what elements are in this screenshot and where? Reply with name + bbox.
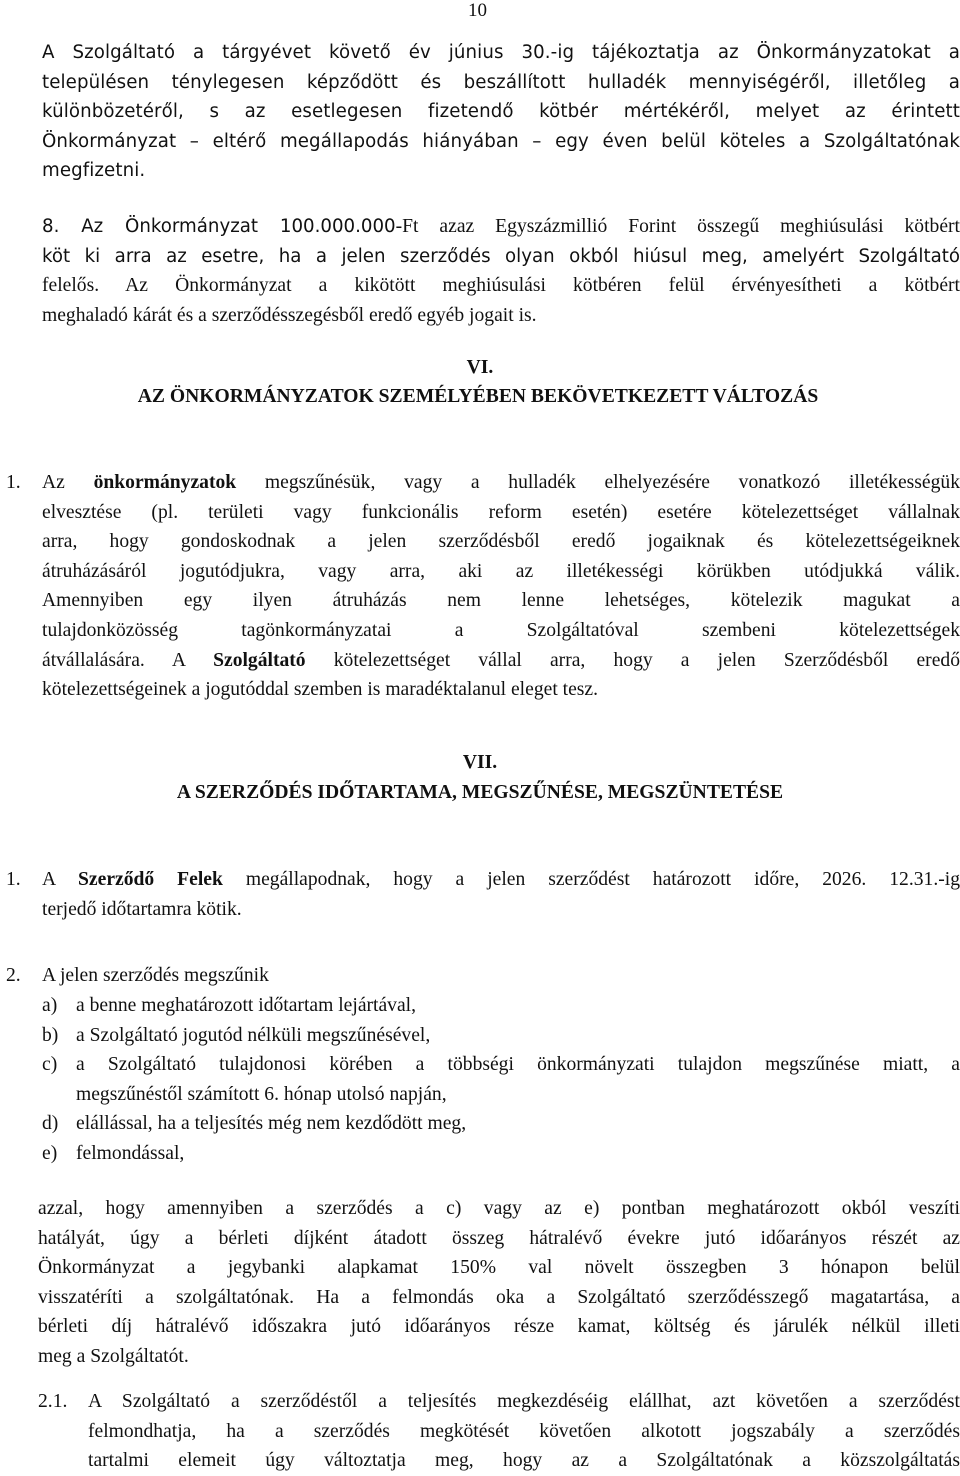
closing-line: meg a Szolgáltatót. bbox=[38, 1345, 189, 1367]
closing-line: hatályát, úgy a bérleti díjként átadott összeg hátralévő évekre jutó időarányos részét az bbox=[38, 1227, 960, 1249]
subitem-label-c: c) bbox=[42, 1054, 58, 1075]
intro-line: A Szolgáltató a tárgyévet követő év június 30.-ig tájékoztatja az Önkormányzatokat a bbox=[42, 42, 960, 63]
closing-line: azzal, hogy amennyiben a szerződés a c) vagy az e) pontban meghatározott okból veszíti bbox=[38, 1198, 960, 1219]
closing-line: Önkormányzat a jegybanki alapkamat 150% val növelt összegben 3 hónapon belül bbox=[38, 1257, 960, 1279]
bold-term: Szolgáltató bbox=[213, 649, 306, 671]
section-7-title: A SZERZŐDÉS IDŐTARTAMA, MEGSZŰNÉSE, MEGSZÜNTETÉSE bbox=[176, 782, 784, 803]
point-8-line bbox=[42, 212, 960, 242]
section-6-item-1-line: tulajdonközösség tagönkormányzatai a Szolgáltatóval szembeni kötelezettségek bbox=[42, 619, 960, 641]
section-6-item-1-line: Az önkormányzatok megszűnésük, vagy a hulladék elhelyezésére vonatkozó illetékességük bbox=[42, 472, 960, 493]
section-6-item-1-line: átruházásáról jogutódjukra, vagy arra, aki az illetékességi körükben utódjukká válik. bbox=[42, 560, 960, 582]
section-6-item-1-line: Amennyiben egy ilyen átruházás nem lenne lehetséges, kötelezik magukat a bbox=[42, 590, 960, 612]
subitem-label-e: e) bbox=[42, 1143, 58, 1164]
section-7-item-1-line: A Szerződő Felek megállapodnak, hogy a jelen szerződést határozott időre, 2026. 12.31.-ig bbox=[42, 869, 960, 890]
point-8-line: felelős. Az Önkormányzat a kikötött meghiúsulási kötbéren felül érvényesítheti a kötbért bbox=[42, 275, 960, 297]
section-6-item-1-line: kötelezettségeinek a jogutóddal szemben is maradéktalanul eleget tesz. bbox=[42, 679, 599, 701]
intro-line: Önkormányzat – eltérő megállapodás hiányában – egy éven belül köteles a Szolgáltatónak bbox=[42, 130, 960, 152]
closing-line: bérleti díj hátralévő időszakra jutó időarányos része kamat, költség és járulék nélkül illeti bbox=[38, 1316, 960, 1338]
section-7-item-1-line: terjedő időtartamra kötik. bbox=[42, 898, 242, 920]
subitem-text-d: elállással, ha a teljesítés még nem kezdődött meg, bbox=[76, 1113, 467, 1134]
subitem-label-b: b) bbox=[42, 1025, 59, 1046]
subitem-text-a: a benne meghatározott időtartam lejártával, bbox=[76, 995, 417, 1016]
subitem-label-d: d) bbox=[42, 1113, 59, 1134]
bold-term: önkormányzatok bbox=[93, 472, 237, 493]
subitem-label-a: a) bbox=[42, 995, 58, 1016]
point-8-line: köt ki arra az esetre, ha a jelen szerződés olyan okból hiúsul meg, amelyért Szolgáltató bbox=[42, 245, 960, 267]
section-6-number: VI. bbox=[466, 357, 494, 378]
page-number: 10 bbox=[468, 0, 487, 21]
item-2-1-line: A Szolgáltató a szerződéstől a teljesítés megkezdéséig elállhat, azt követően a szerződést bbox=[88, 1391, 960, 1412]
section-7-item-2-1-text bbox=[88, 1387, 960, 1476]
section-6-title: AZ ÖNKORMÁNYZATOK SZEMÉLYÉBEN BEKÖVETKEZETT VÁLTOZÁS bbox=[137, 386, 819, 407]
intro-paragraph bbox=[42, 38, 960, 186]
point-8-line1-rest: -Ft azaz Egyszázmillió Forint összegű meghiúsulási kötbért bbox=[395, 216, 960, 237]
subitem-c-line: a Szolgáltató tulajdonosi körében a többségi önkormányzati tulajdon megszűnése miatt, a bbox=[76, 1054, 960, 1075]
intro-line: különbözetéről, s az esetlegesen fizetendő kötbér mértékéről, melyet az érintett bbox=[42, 101, 960, 123]
point-8-head: 8. Az Önkormányzat 100.000.000 bbox=[42, 216, 396, 237]
closing-line: visszatéríti a szolgáltatónak. Ha a felmondás oka a Szolgáltató szerződésszegő magatartása, a bbox=[38, 1286, 960, 1308]
section-7-item-2-num: 2. bbox=[6, 965, 21, 986]
section-6-item-1-line: arra, hogy gondoskodnak a jelen szerződésből eredő jogaiknak és kötelezettségeiknek bbox=[42, 531, 960, 553]
subitem-text-c bbox=[76, 1050, 960, 1109]
item-2-1-line: felmondhatja, ha a szerződés megkötését követően alkotott jogszabály a szerződés bbox=[88, 1420, 960, 1442]
section-6-item-1-text bbox=[42, 468, 960, 705]
subitem-text-e: felmondással, bbox=[76, 1143, 185, 1164]
section-6-item-1-line: átvállalására. A Szolgáltató kötelezettséget vállal arra, hogy a jelen Szerződésből eredő bbox=[42, 649, 960, 671]
intro-line: településen ténylegesen képződött és beszállított hulladék mennyiségéről, illetőleg a bbox=[42, 71, 960, 93]
section-6-item-1-line: elvesztése (pl. területi vagy funkcionális reform esetén) esetére kötelezettséget vállalnak bbox=[42, 501, 960, 523]
section-7-item-1-text bbox=[42, 865, 960, 924]
item-2-1-line: tartalmi elemeit úgy változtatja meg, hogy az a Szolgáltatónak a közszolgáltatás bbox=[88, 1450, 960, 1472]
bold-term: Szerződő Felek bbox=[78, 869, 223, 890]
section-6-item-1-num: 1. bbox=[6, 472, 21, 493]
section-7-item-2-1-num: 2.1. bbox=[38, 1391, 68, 1412]
intro-line: megfizetni. bbox=[42, 160, 146, 182]
section-7-item-2-intro: A jelen szerződés megszűnik bbox=[42, 965, 269, 986]
subitem-text-b: a Szolgáltató jogutód nélküli megszűnésével, bbox=[76, 1025, 431, 1046]
section-7-item-1-num: 1. bbox=[6, 869, 21, 890]
point-8-line: meghaladó kárát és a szerződésszegésből eredő egyéb jogait is. bbox=[42, 304, 537, 326]
section-7-number: VII. bbox=[462, 752, 498, 773]
point-8-paragraph bbox=[42, 212, 960, 330]
subitem-c-line: megszűnéstől számított 6. hónap utolsó napján, bbox=[76, 1083, 447, 1105]
section-7-item-2-closing bbox=[38, 1194, 960, 1372]
